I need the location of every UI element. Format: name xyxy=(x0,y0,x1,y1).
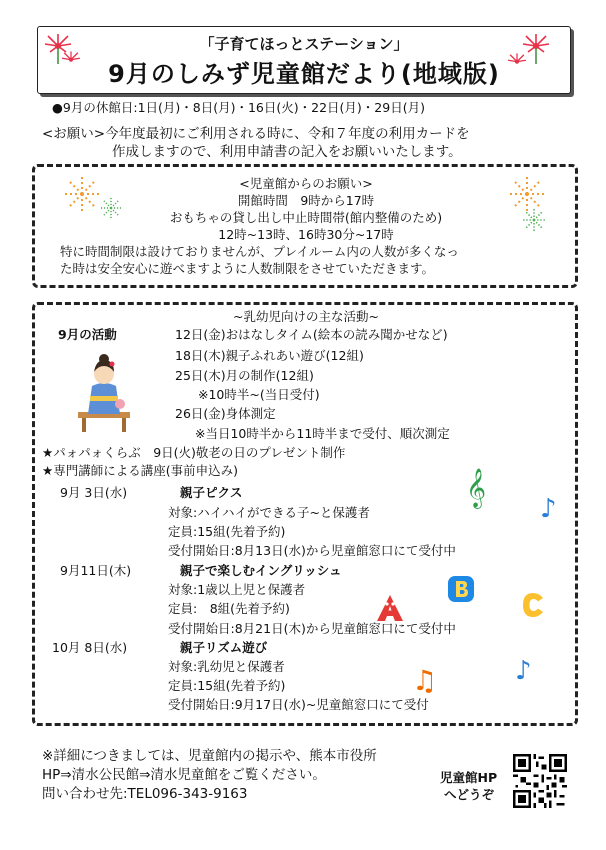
newsletter-subtitle: 「子育てほっとステーション」 xyxy=(199,35,409,53)
limit-line-1: 特に時間制限は設けておりませんが、プレイルーム内の人数が多くなっ xyxy=(60,244,459,259)
lecture-3-target: 対象:乳幼児と保護者 xyxy=(168,659,285,674)
request-line-1: <お願い>今年度最初にご利用される時に、令和７年度の利用カードを xyxy=(42,126,470,142)
letter-b-icon xyxy=(446,574,476,604)
lecture-1-name: 親子ピクス xyxy=(180,485,243,500)
letter-c-icon xyxy=(519,590,549,620)
music-note-blue-2-icon: ♪ xyxy=(515,656,532,686)
lecture-1-capacity: 定員:15組(先着予約) xyxy=(168,524,286,539)
music-note-blue-icon: ♪ xyxy=(540,494,557,524)
newsletter-title: 9月のしみず児童館だより(地域版) xyxy=(108,60,500,88)
hp-label-2[interactable]: へどうぞ xyxy=(444,787,495,802)
lecture-2-capacity: 定員: 8組(先着予約) xyxy=(168,601,290,616)
title-box xyxy=(37,26,571,94)
activity-item-3: 25日(木)月の制作(12組) xyxy=(175,368,314,383)
lecture-1-date: 9月 3日(水) xyxy=(60,485,128,500)
hp-label-1: 児童館HP xyxy=(440,770,498,785)
yukata-girl-illustration-icon xyxy=(72,352,136,432)
spider-lily-right-small-icon xyxy=(506,52,528,74)
lecture-1-target: 対象:ハイハイができる子~と保護者 xyxy=(168,505,370,520)
lecture-heading: ★専門講師による講座(事前申込み) xyxy=(42,463,238,478)
lecture-3-reception: 受付開始日:9月17日(水)~児童館窓口にて受付 xyxy=(168,697,429,712)
qr-code-icon[interactable] xyxy=(513,754,567,808)
activity-item-1: 12日(金)おはなしタイム(絵本の読み聞かせなど) xyxy=(175,327,448,342)
limit-line-2: た時は安全安心に遊べますように人数制限をさせていただきます。 xyxy=(60,261,435,276)
toy-stop-times: 12時~13時、16時30分~17時 xyxy=(218,227,394,242)
activities-heading: ~乳幼児向けの主な活動~ xyxy=(233,309,379,324)
lecture-2-target: 対象:1歳以上児と保護者 xyxy=(168,582,306,597)
lecture-3-name: 親子リズム遊び xyxy=(180,640,268,655)
lecture-3-date: 10月 8日(水) xyxy=(52,640,128,655)
activity-item-5: 26日(金)身体測定 xyxy=(175,406,276,421)
notice-heading: <児童館からのお願い> xyxy=(239,176,373,191)
music-note-orange-icon: ♫ xyxy=(412,664,438,697)
letter-a-icon xyxy=(374,592,406,624)
papa-club: ★パォパォくらぶ 9日(火)敬老の日のプレゼント制作 xyxy=(42,445,346,460)
lecture-2-date: 9月11日(木) xyxy=(60,563,132,578)
spider-lily-left-small-icon xyxy=(60,50,82,72)
opening-hours: 開館時間 9時から17時 xyxy=(237,193,375,208)
activity-item-6: ※当日10時半から11時半まで受付、順次測定 xyxy=(195,426,450,441)
lecture-1-reception: 受付開始日:8月13日(水)から児童館窓口にて受付中 xyxy=(168,543,456,558)
activity-item-2: 18日(木)親子ふれあい遊び(12組) xyxy=(175,348,364,363)
request-line-2: 作成しますので、利用申請書の記入をお願いいたします。 xyxy=(112,144,462,160)
toy-stop-title: おもちゃの貸し出し中止時間帯(館内整備のため) xyxy=(169,210,443,225)
contact-info: 問い合わせ先:TEL096-343-9163 xyxy=(42,786,248,802)
activity-item-4: ※10時半~(当日受付) xyxy=(198,387,320,402)
footer-line-1: ※詳細につきましては、児童館内の掲示や、熊本市役所 xyxy=(42,748,377,764)
lecture-3-capacity: 定員:15組(先着予約) xyxy=(168,678,286,693)
footer-line-2: HP⇒清水公民館⇒清水児童館をご覧ください。 xyxy=(42,767,326,783)
holiday-list: ●9月の休館日:1日(月)・8日(月)・16日(火)・22日(月)・29日(月) xyxy=(52,100,425,115)
lecture-2-reception: 受付開始日:8月21日(木)から児童館窓口にて受付中 xyxy=(168,621,456,636)
activities-label: 9月の活動 xyxy=(58,327,117,342)
treble-clef-icon: 𝄞 xyxy=(466,468,487,508)
lecture-2-name: 親子で楽しむイングリッシュ xyxy=(180,563,342,578)
